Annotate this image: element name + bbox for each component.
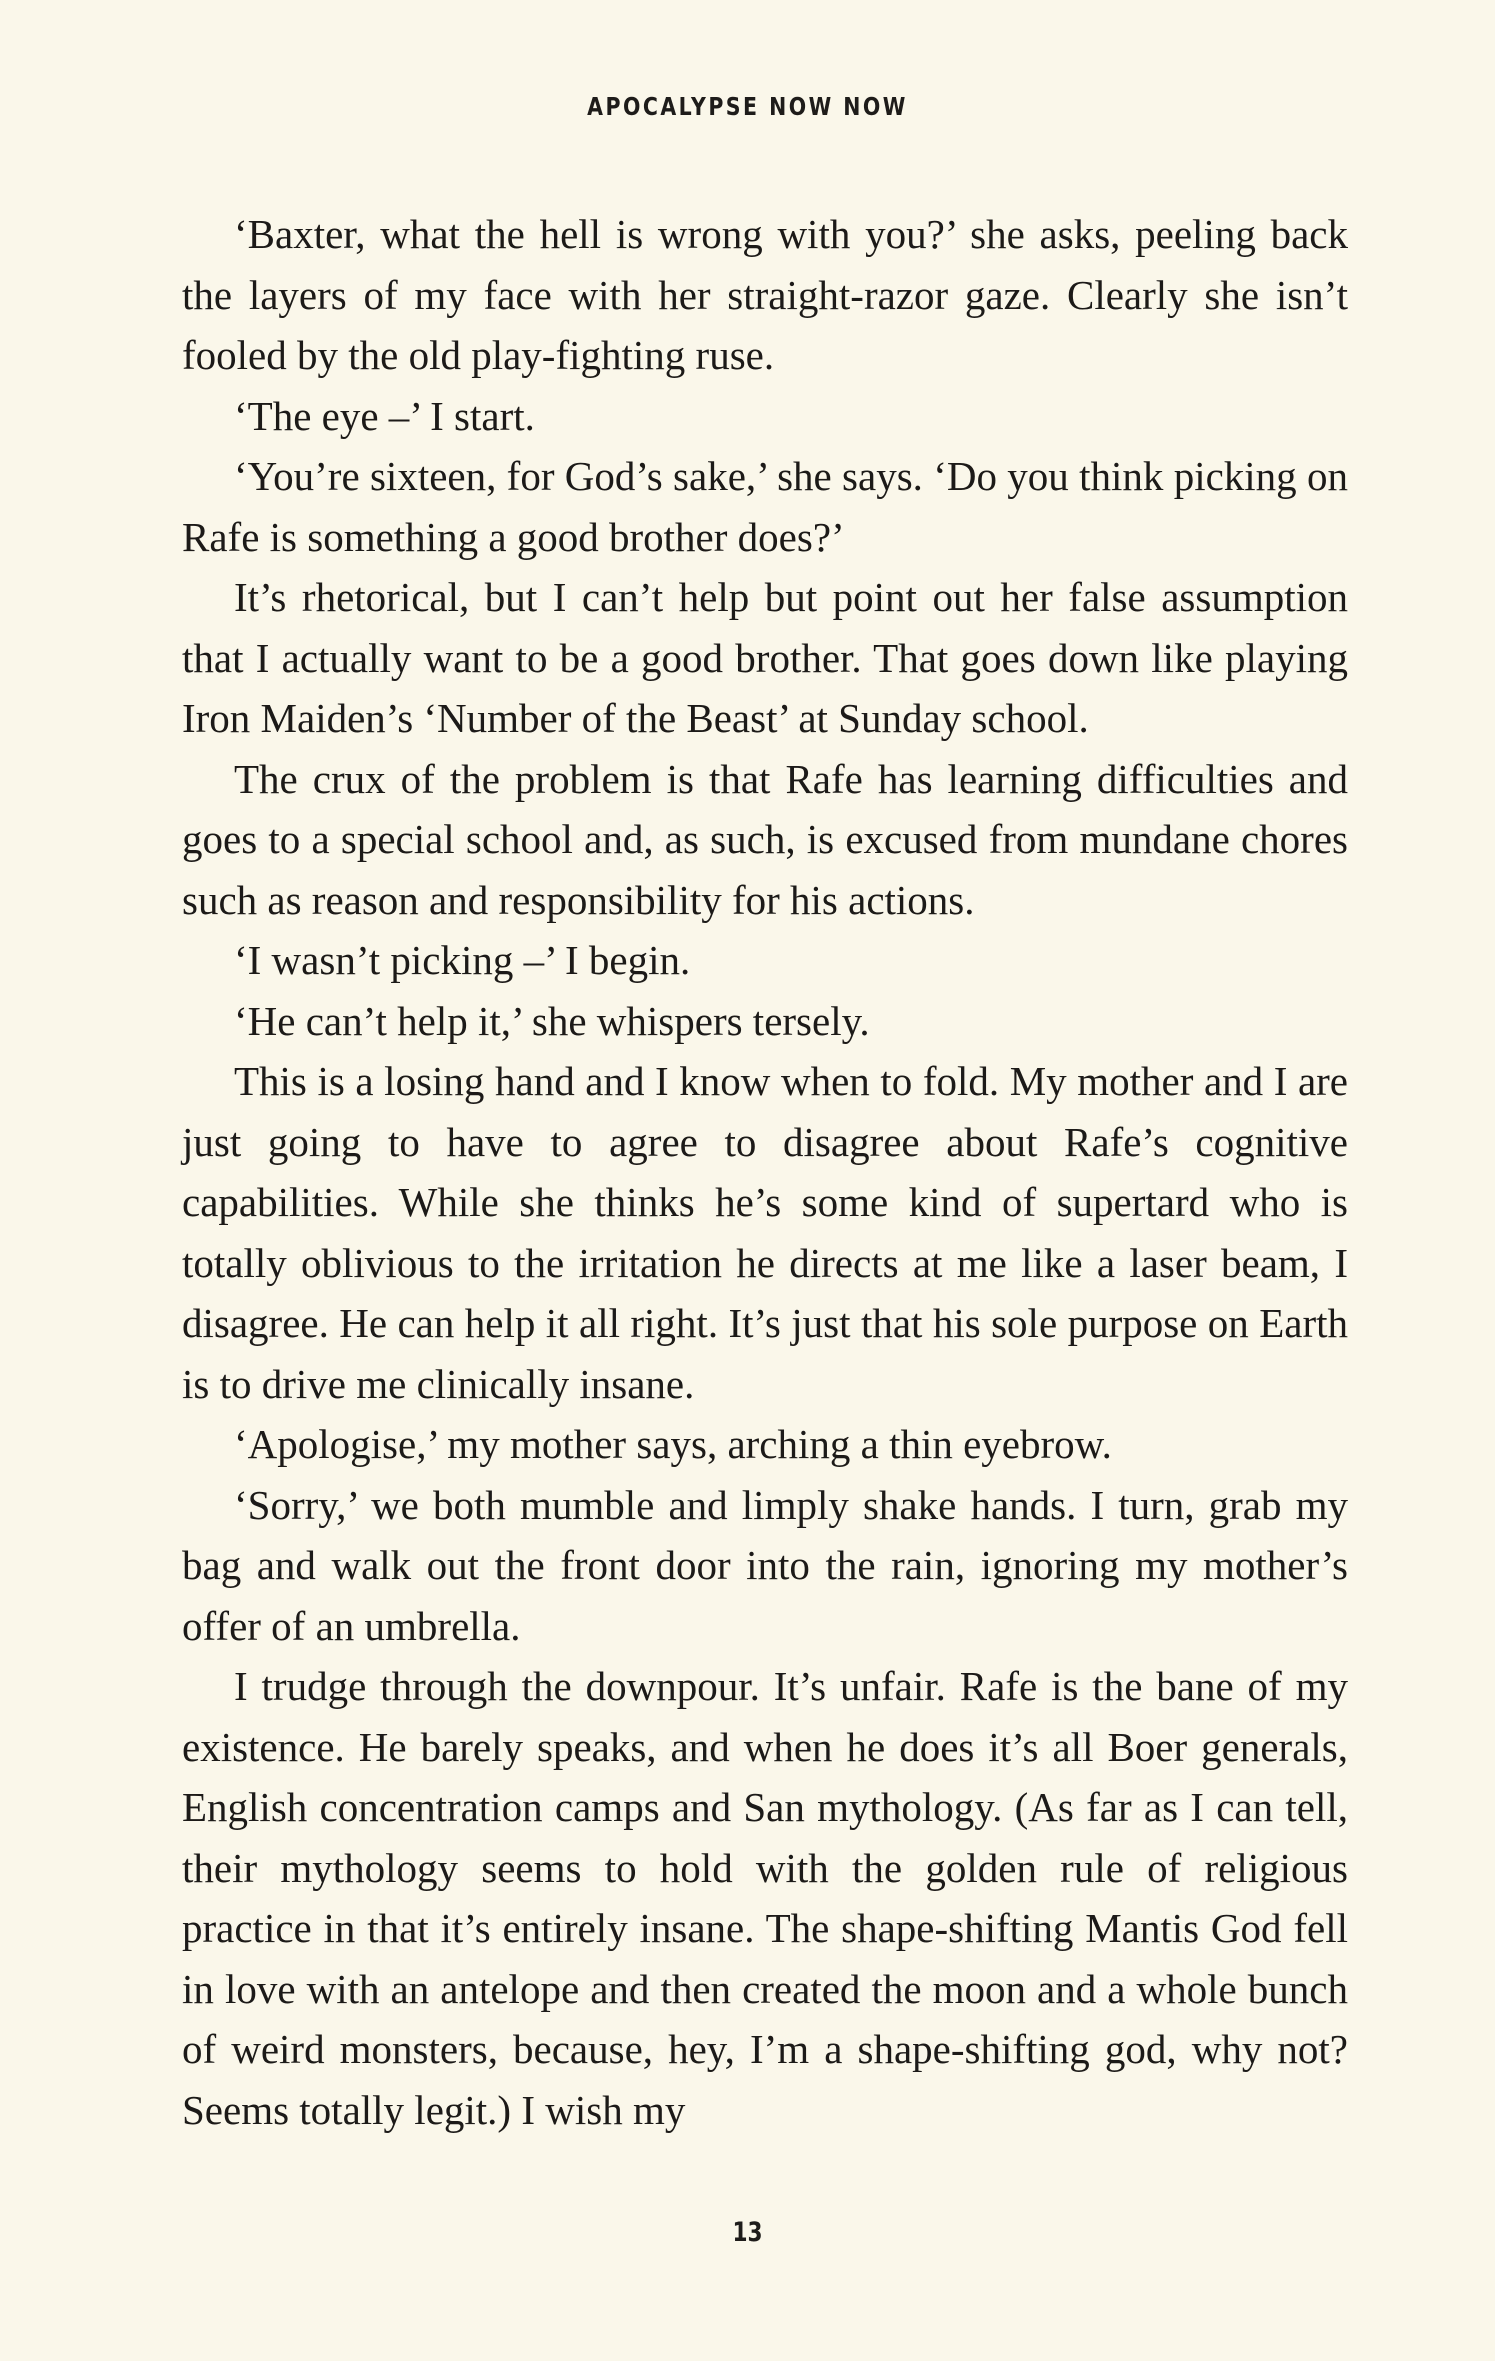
paragraph: It’s rhetorical, but I can’t help but point out her false assumption that I actually want to be a good brother. That goes down like playing Iron Maiden’s ‘Number of the Beast’ at Sunday school. bbox=[182, 574, 1348, 741]
paragraph: ‘Sorry,’ we both mumble and limply shake hands. I turn, grab my bag and walk out the front door into the rain, ignoring my mother’s offer of an umbrella. bbox=[182, 1481, 1348, 1649]
paragraph: The crux of the problem is that Rafe has learning difficulties and goes to a special school and, as such, is excused from mundane chores such as reason and responsibility for his actions. bbox=[182, 755, 1348, 923]
paragraph: ‘Apologise,’ my mother says, arching a thin eyebrow. bbox=[234, 1421, 1112, 1467]
paragraph: I trudge through the downpour. It’s unfair. Rafe is the bane of my existence. He barely speaks, and when he does it’s all Boer generals, English concentration camps and San mythology. (As far as I can tell, their mythology seems to hold with the golden rule of religious practice in that it’s entirely insane. The shape-shifting Mantis God fell in love with an antelope and then created the moon and a whole bunch of weird monsters, because, hey, I’m a shape-shifting god, why not? Seems totally legit.) I wish my bbox=[182, 1663, 1348, 2133]
paragraph: ‘I wasn’t picking –’ I begin. bbox=[234, 937, 691, 983]
paragraph: ‘He can’t help it,’ she whispers tersely. bbox=[234, 997, 870, 1044]
running-header: APOCALYPSE NOW NOW bbox=[587, 92, 908, 121]
paragraph: ‘You’re sixteen, for God’s sake,’ she says. ‘Do you think picking on Rafe is something a good brother does?’ bbox=[182, 453, 1348, 560]
body-text bbox=[182, 204, 1348, 2140]
page-number: 13 bbox=[732, 2217, 763, 2248]
paragraph: ‘The eye –’ I start. bbox=[234, 392, 535, 439]
paragraph: ‘Baxter, what the hell is wrong with you?’ she asks, peeling back the layers of my face with her straight-razor gaze. Clearly she isn’t fooled by the old play-fighting ruse. bbox=[182, 211, 1348, 378]
paragraph: This is a losing hand and I know when to fold. My mother and I are just going to have to agree to disagree about Rafe’s cognitive capabilities. While she thinks he’s some kind of supertard who is totally oblivious to the irritation he directs at me like a laser beam, I disagree. He can help it all right. It’s just that his sole purpose on Earth is to drive me clinically insane. bbox=[182, 1058, 1348, 1407]
